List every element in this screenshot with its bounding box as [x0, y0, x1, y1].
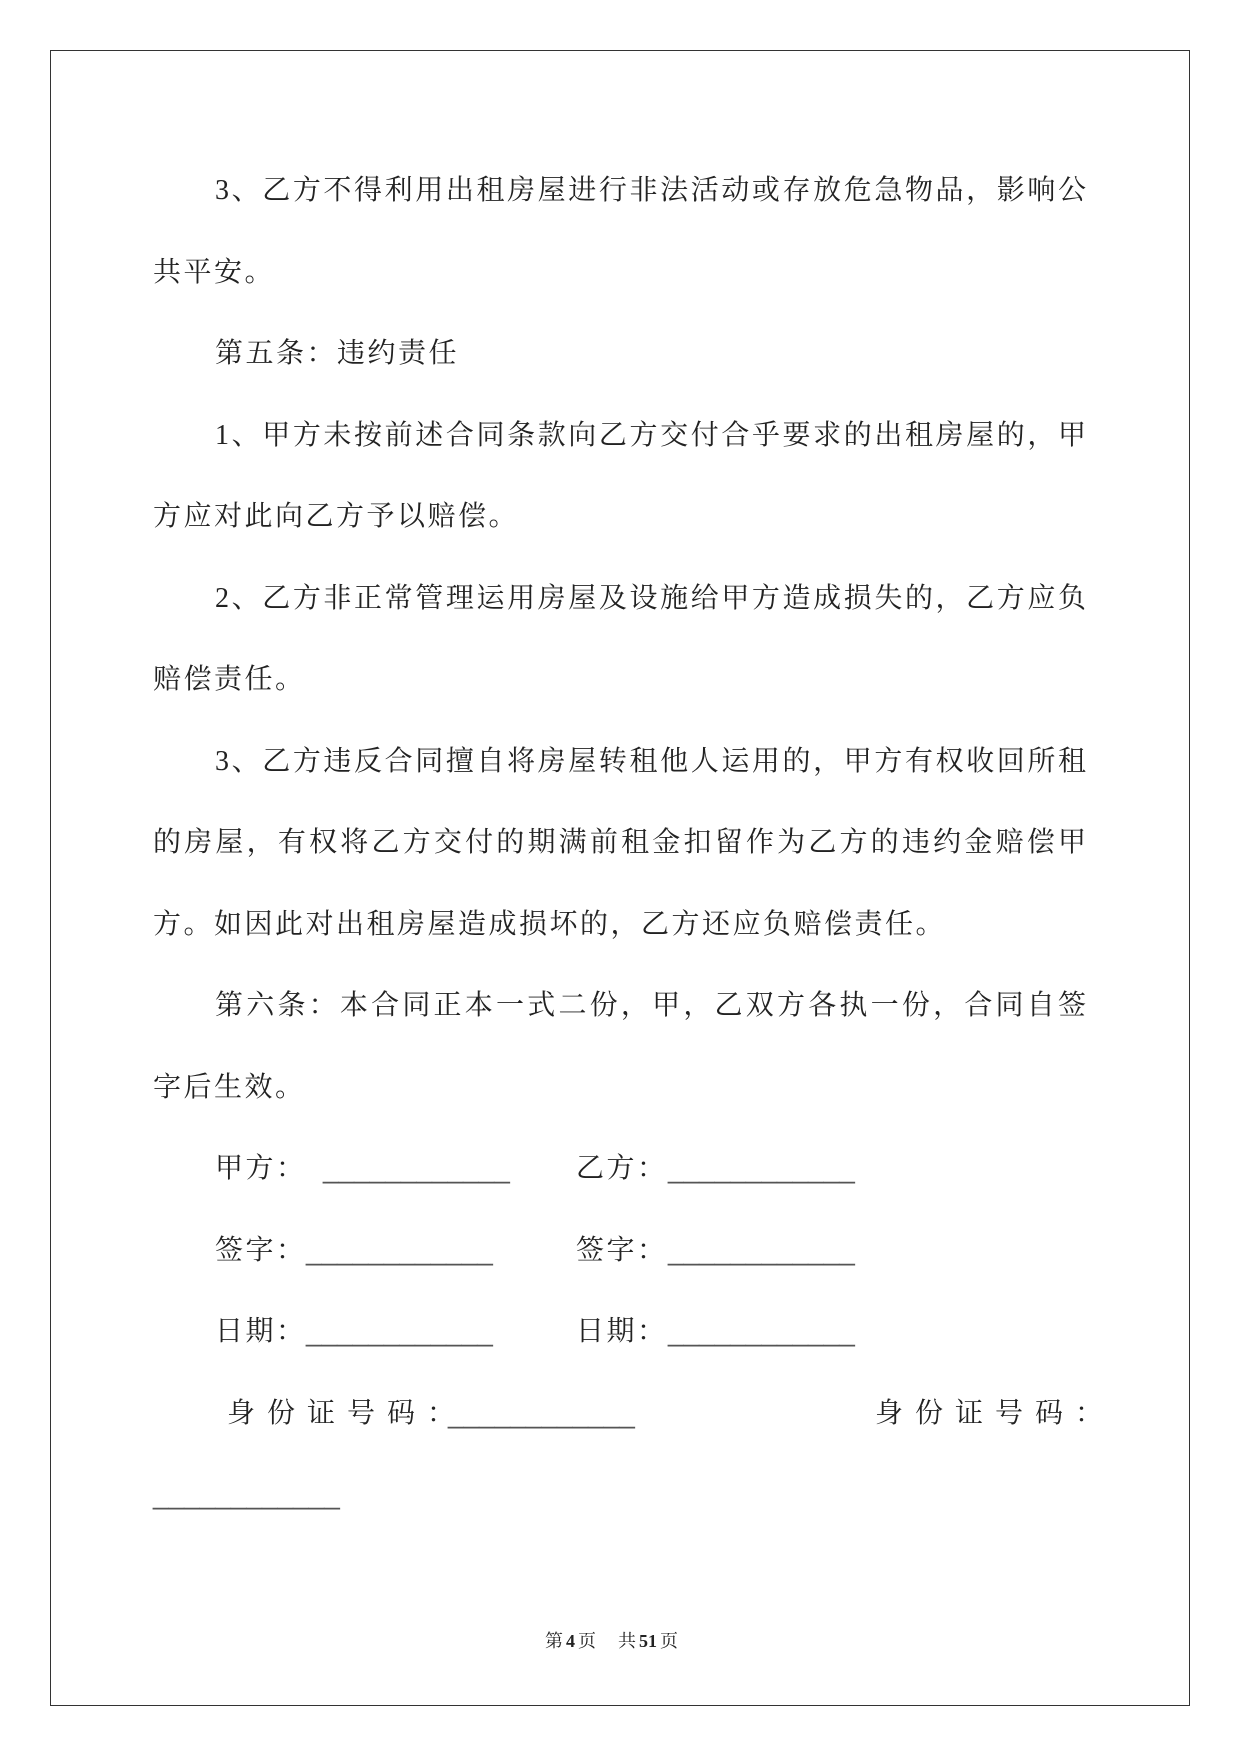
party-a-sign-blank: ____________ [306, 1234, 493, 1266]
text-line: 共平安。 [153, 256, 276, 288]
page-suffix: 页 [578, 1631, 596, 1651]
total-suffix: 页 [660, 1631, 678, 1651]
party-b-label: 乙方： [576, 1153, 668, 1184]
party-b-sign-blank: ____________ [668, 1234, 855, 1266]
text-line: 3、乙方不得利用出租房屋进行非法活动或存放危急物品，影响公 [215, 175, 1086, 206]
article-5-heading [153, 313, 1086, 395]
text-line: 的房屋，有权将乙方交付的期满前租金扣留作为乙方的违约金赔偿甲 [153, 827, 1086, 858]
party-a-date-blank: ____________ [306, 1316, 493, 1347]
signature-row-party [153, 1128, 1086, 1210]
party-a-blank: ____________ [323, 1153, 510, 1184]
page-prefix: 第 [545, 1631, 563, 1651]
text-line: 第六条：本合同正本一式二份，甲，乙双方各执一份，合同自签 [215, 990, 1086, 1021]
contract-body [153, 150, 1116, 1536]
article-6 [153, 965, 1086, 1128]
party-b-blank: ____________ [668, 1153, 855, 1184]
total-prefix: 共 [618, 1631, 636, 1651]
total-pages: 51 [639, 1631, 657, 1651]
party-a-label: 甲方： [215, 1153, 307, 1184]
text-line: 赔偿责任。 [153, 664, 306, 695]
party-b-sign-label: 签字： [576, 1234, 668, 1266]
signature-block [153, 1128, 1116, 1536]
text-line: 方应对此向乙方予以赔偿。 [153, 501, 520, 532]
clause-5-item-2 [153, 558, 1086, 721]
party-a-date-label: 日期： [215, 1316, 307, 1347]
text-line: 2、乙方非正常管理运用房屋及设施给甲方造成损失的，乙方应负 [215, 582, 1086, 614]
party-b-date-label: 日期： [576, 1316, 668, 1347]
text-line: 方。如因此对出租房屋造成损坏的，乙方还应负赔偿责任。 [153, 908, 947, 940]
text-line: 3、乙方违反合同擅自将房屋转租他人运用的，甲方有权收回所租 [215, 745, 1086, 777]
party-a-id-label: 身份证号码： [227, 1397, 468, 1429]
party-a-sign-label: 签字： [215, 1234, 307, 1266]
signature-row-date [153, 1291, 1086, 1373]
page-footer [545, 1629, 678, 1653]
party-b-id-label: 身份证号码： [875, 1397, 1116, 1429]
text-line: 1、甲方未按前述合同条款向乙方交付合乎要求的出租房屋的，甲 [215, 419, 1086, 451]
signature-row-id-number [153, 1373, 1116, 1455]
text-line: 字后生效。 [153, 1071, 306, 1103]
party-b-id-blank: ____________ [153, 1479, 340, 1510]
clause-5-item-1 [153, 395, 1086, 558]
party-a-id-blank: ____________ [448, 1397, 635, 1429]
page-number: 4 [566, 1631, 575, 1651]
signature-row-id-continuation [153, 1454, 1086, 1536]
clause-4-item-3 [153, 150, 1086, 313]
clause-5-item-3 [153, 721, 1086, 966]
section-heading: 第五条：违约责任 [215, 338, 460, 369]
signature-row-sign [153, 1210, 1086, 1292]
party-b-date-blank: ____________ [668, 1316, 855, 1347]
